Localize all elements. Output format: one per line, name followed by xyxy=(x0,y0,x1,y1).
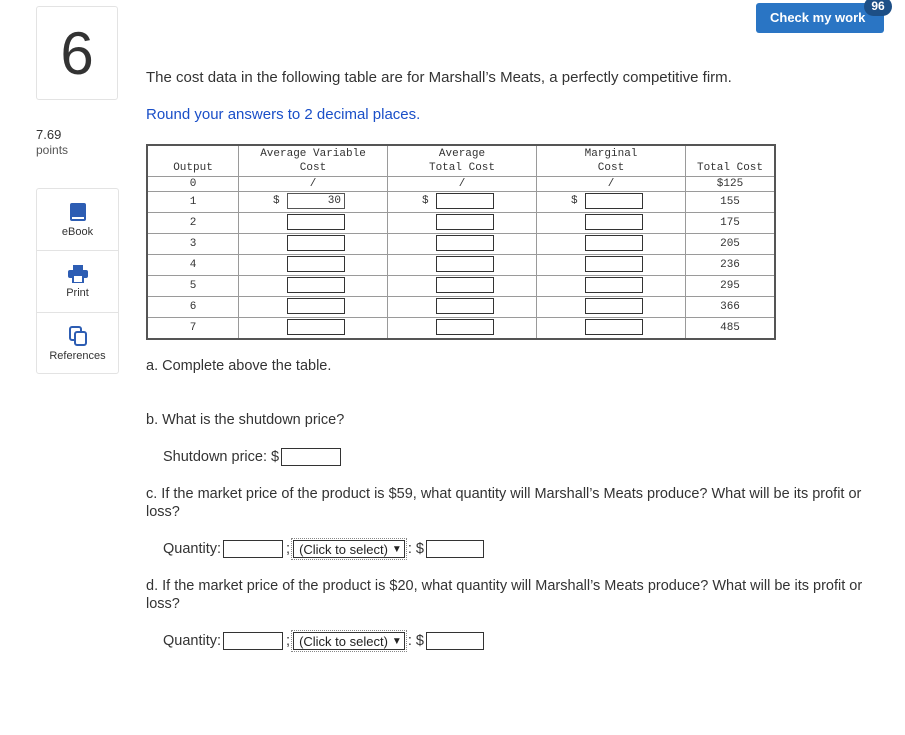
currency-symbol: $ xyxy=(422,194,429,207)
divider-cell: / xyxy=(537,176,686,191)
chevron-down-icon: ▼ xyxy=(391,635,402,647)
mc-cell xyxy=(537,212,686,233)
atc-cell xyxy=(388,233,537,254)
check-my-work-button[interactable]: Check my work xyxy=(756,3,884,33)
output-cell: 0 xyxy=(147,176,239,191)
currency-symbol: $ xyxy=(571,194,578,207)
shutdown-price-line xyxy=(163,448,344,466)
atc-cell xyxy=(388,254,537,275)
header-atc: Average Total Cost xyxy=(388,145,537,176)
table-row xyxy=(147,317,775,339)
select-value: (Click to select) xyxy=(299,541,388,557)
total-cost-cell: 366 xyxy=(686,296,776,317)
profit-input-c[interactable] xyxy=(426,540,484,558)
table-row xyxy=(147,212,775,233)
output-cell: 3 xyxy=(147,233,239,254)
divider-cell: / xyxy=(239,176,388,191)
mc-input[interactable] xyxy=(585,298,643,314)
atc-input[interactable] xyxy=(436,256,494,272)
avc-input[interactable] xyxy=(287,214,345,230)
header-output: Output xyxy=(147,145,239,176)
output-cell: 7 xyxy=(147,317,239,339)
avc-cell xyxy=(239,212,388,233)
total-cost-cell: 485 xyxy=(686,317,776,339)
total-cost-cell: 236 xyxy=(686,254,776,275)
avc-cell xyxy=(239,296,388,317)
dollar-label: : $ xyxy=(407,633,424,649)
ebook-label: eBook xyxy=(61,225,94,238)
avc-cell xyxy=(239,317,388,339)
header-avc: Average Variable Cost xyxy=(239,145,388,176)
avc-input[interactable] xyxy=(287,319,345,335)
table-row xyxy=(147,233,775,254)
select-value: (Click to select) xyxy=(299,633,388,649)
total-cost-cell: 295 xyxy=(686,275,776,296)
atc-cell xyxy=(388,191,537,212)
ebook-button[interactable] xyxy=(37,189,118,251)
atc-cell xyxy=(388,296,537,317)
quantity-label: Quantity: xyxy=(163,541,222,557)
profit-input-d[interactable] xyxy=(426,632,484,650)
output-cell: 4 xyxy=(147,254,239,275)
avc-cell xyxy=(239,275,388,296)
output-cell: 6 xyxy=(147,296,239,317)
attempts-badge: 96 xyxy=(864,0,892,16)
table-row xyxy=(147,296,775,317)
header-tc: Total Cost xyxy=(686,145,776,176)
table-row xyxy=(147,191,775,212)
avc-input[interactable] xyxy=(287,277,345,293)
header-mc: Marginal Cost xyxy=(537,145,686,176)
atc-input[interactable] xyxy=(436,214,494,230)
part-c-answer xyxy=(163,540,487,558)
mc-cell xyxy=(537,233,686,254)
currency-symbol: $ xyxy=(273,194,280,207)
points-label: points xyxy=(36,143,69,157)
avc-input[interactable] xyxy=(287,235,345,251)
mc-input[interactable] xyxy=(585,319,643,335)
chevron-down-icon: ▼ xyxy=(391,543,402,555)
part-a: a. Complete above the table. xyxy=(146,358,332,374)
profit-loss-select-c[interactable] xyxy=(293,540,405,558)
total-cost-cell: 155 xyxy=(686,191,776,212)
mc-cell xyxy=(537,317,686,339)
table-row xyxy=(147,275,775,296)
output-cell: 5 xyxy=(147,275,239,296)
references-label: References xyxy=(49,349,106,362)
total-cost-cell: 205 xyxy=(686,233,776,254)
atc-cell xyxy=(388,317,537,339)
tools-panel xyxy=(36,188,119,374)
avc-input[interactable]: 30 xyxy=(287,193,345,209)
mc-cell xyxy=(537,191,686,212)
intro-text: The cost data in the following table are for Marshall’s Meats, a perfectly competitive firm. xyxy=(146,69,732,86)
atc-input[interactable] xyxy=(436,235,494,251)
part-c-question: c. If the market price of the product is $59, what quantity will Marshall’s Meats produce? What will be its profit or loss? xyxy=(146,486,862,520)
part-b-question: b. What is the shutdown price? xyxy=(146,412,345,428)
atc-cell xyxy=(388,212,537,233)
mc-input[interactable] xyxy=(585,235,643,251)
avc-input[interactable] xyxy=(287,298,345,314)
shutdown-price-input[interactable] xyxy=(281,448,341,466)
part-d-question: d. If the market price of the product is $20, what quantity will Marshall’s Meats produce? What will be its profit or loss? xyxy=(146,578,863,612)
dollar-label: : $ xyxy=(407,541,424,557)
mc-cell xyxy=(537,275,686,296)
atc-input[interactable] xyxy=(436,298,494,314)
atc-cell xyxy=(388,275,537,296)
printer-icon xyxy=(68,265,88,283)
output-cell: 1 xyxy=(147,191,239,212)
mc-input[interactable] xyxy=(585,193,643,209)
book-icon xyxy=(69,202,87,222)
mc-cell xyxy=(537,254,686,275)
mc-cell xyxy=(537,296,686,317)
output-cell: 2 xyxy=(147,212,239,233)
quantity-input-c[interactable] xyxy=(223,540,283,558)
shutdown-price-label: Shutdown price: $ xyxy=(163,449,280,465)
avc-cell xyxy=(239,191,388,212)
print-label: Print xyxy=(66,286,89,299)
part-d-answer xyxy=(163,632,487,650)
question-number: 6 xyxy=(36,6,118,100)
quantity-label: Quantity: xyxy=(163,633,222,649)
quantity-input-d[interactable] xyxy=(223,632,283,650)
total-cost-cell: $125 xyxy=(686,176,776,191)
mc-input[interactable] xyxy=(585,277,643,293)
separator: ; xyxy=(286,541,291,557)
cost-table xyxy=(146,144,776,340)
atc-input[interactable] xyxy=(436,319,494,335)
points-value: 7.69 xyxy=(36,127,62,142)
mc-input[interactable] xyxy=(585,256,643,272)
table-row xyxy=(147,254,775,275)
separator: ; xyxy=(286,633,291,649)
total-cost-cell: 175 xyxy=(686,212,776,233)
avc-cell xyxy=(239,233,388,254)
avc-input[interactable] xyxy=(287,256,345,272)
references-button[interactable] xyxy=(37,313,118,374)
divider-cell: / xyxy=(388,176,537,191)
avc-cell xyxy=(239,254,388,275)
rounding-instruction: Round your answers to 2 decimal places. xyxy=(146,106,421,123)
copy-icon xyxy=(69,326,87,346)
mc-input[interactable] xyxy=(585,214,643,230)
print-button[interactable] xyxy=(37,251,118,313)
atc-input[interactable] xyxy=(436,193,494,209)
atc-input[interactable] xyxy=(436,277,494,293)
profit-loss-select-d[interactable] xyxy=(293,632,405,650)
